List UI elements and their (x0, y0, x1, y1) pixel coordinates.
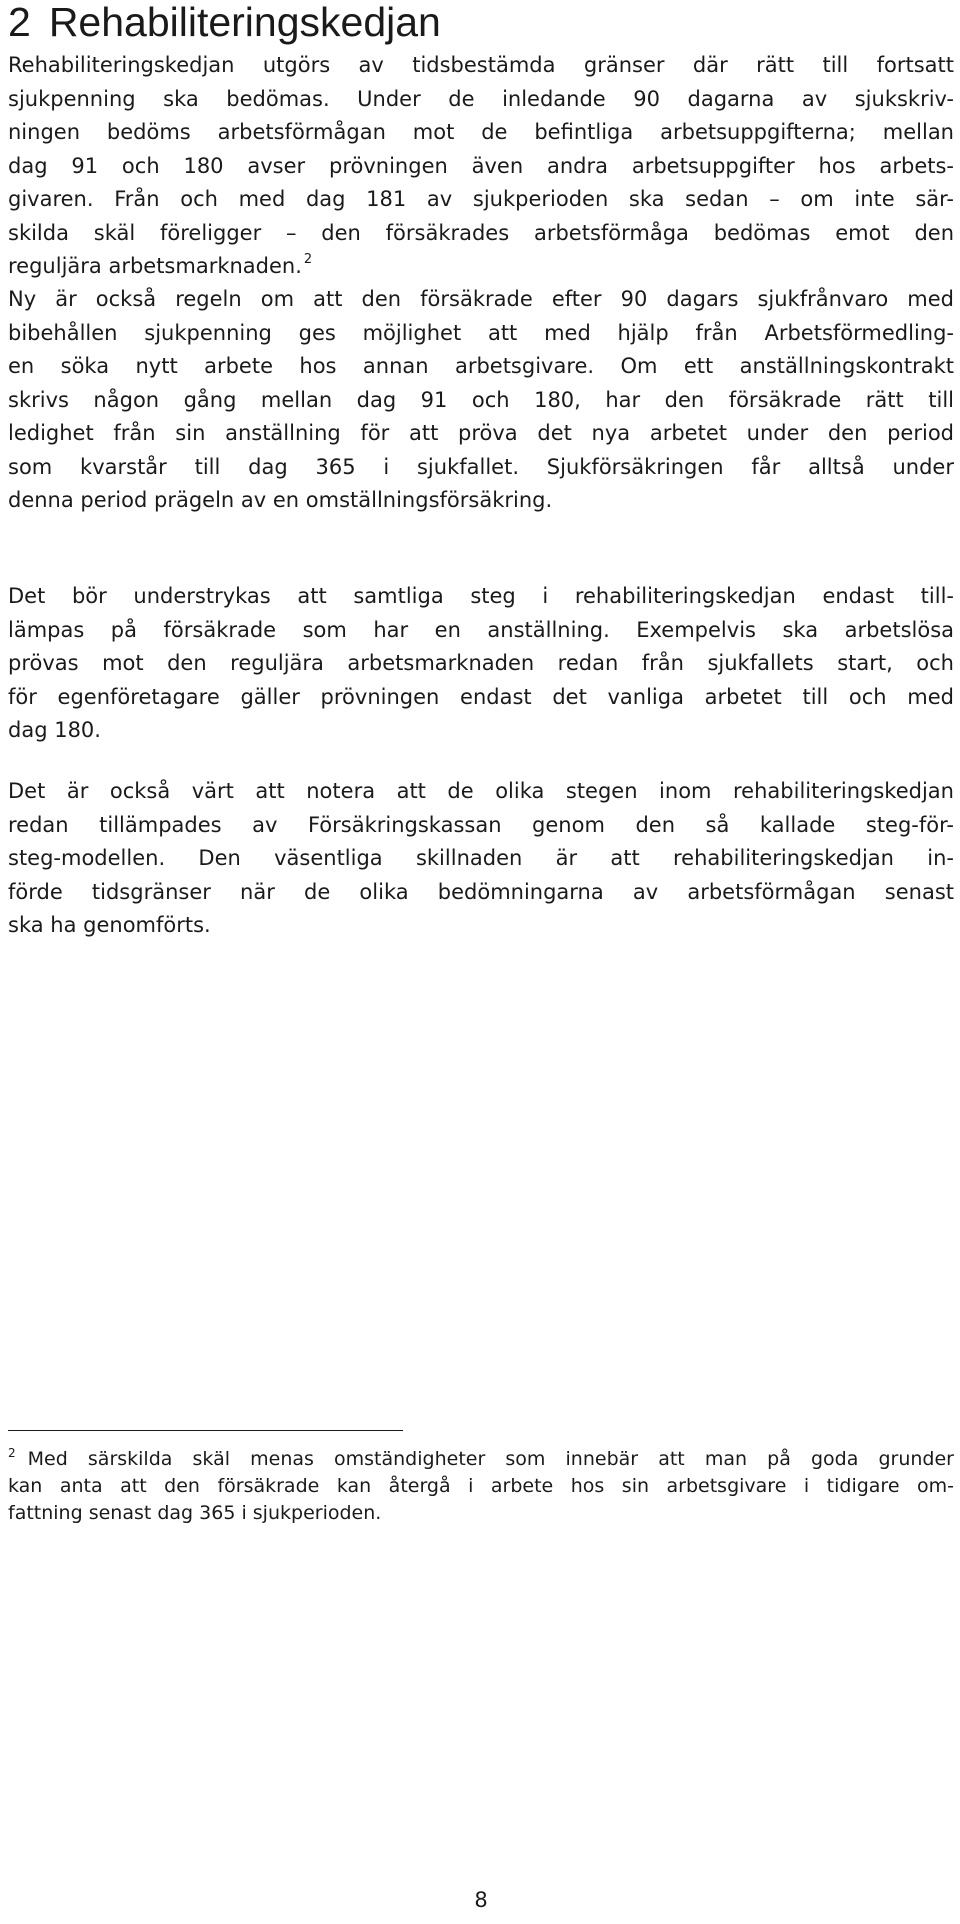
text-line: skilda skäl föreligger – den försäkrades arbetsförmåga bedömas emot den (8, 220, 954, 245)
footnote-reference[interactable]: 2 (303, 252, 313, 267)
text-line: sjukpenning ska bedömas. Under de inledande 90 dagarna av sjukskriv- (8, 86, 954, 111)
page-number: 8 (474, 1888, 488, 1912)
footnote (8, 1446, 954, 1527)
text-line: dag 180. (8, 718, 101, 742)
text-line: reguljära arbetsmarknaden. (8, 254, 302, 278)
footnote-line: kan anta att den försäkrade kan återgå i arbete hos sin arbetsgivare i tidigare om- (8, 1475, 954, 1497)
footnote-text: Med särskilda skäl menas omständigheter som innebär att man på goda grunder (27, 1448, 954, 1470)
footnote-separator (8, 1430, 403, 1431)
text-line: givaren. Från och med dag 181 av sjukperioden ska sedan – om inte sär- (8, 187, 954, 211)
text-line: denna period prägeln av en omställningsförsäkring. (8, 488, 553, 512)
text-line: Rehabiliteringskedjan utgörs av tidsbestämda gränser där rätt till fortsatt (8, 53, 954, 77)
text-line: Ny är också regeln om att den försäkrade efter 90 dagars sjukfrånvaro med (8, 287, 954, 311)
text-line: skrivs någon gång mellan dag 91 och 180, har den försäkrade rätt till (8, 387, 954, 412)
footnote-line: fattning senast dag 365 i sjukperioden. (8, 1502, 382, 1524)
text-line: förde tidsgränser när de olika bedömningarna av arbetsförmågan senast (8, 879, 954, 904)
section-title: Rehabiliteringskedjan (48, 0, 441, 45)
body-paragraph-4 (8, 775, 954, 943)
text-line-last (8, 250, 954, 284)
text-line: för egenföretagare gäller prövningen endast det vanliga arbetet till och med (8, 684, 954, 709)
text-line: Det bör understrykas att samtliga steg i rehabiliteringskedjan endast till- (8, 584, 954, 608)
body-paragraph-1 (8, 49, 954, 284)
text-line: ningen bedöms arbetsförmågan mot de befintliga arbetsuppgifterna; mellan (8, 120, 954, 144)
text-line: en söka nytt arbete hos annan arbetsgivare. Om ett anställningskontrakt (8, 354, 954, 378)
footnote-line (8, 1446, 954, 1473)
text-line: steg-modellen. Den väsentliga skillnaden är att rehabiliteringskedjan in- (8, 846, 954, 870)
text-line: som kvarstår till dag 365 i sjukfallet. Sjukförsäkringen får alltså under (8, 454, 954, 479)
text-line: prövas mot den reguljära arbetsmarknaden redan från sjukfallets start, och (8, 651, 954, 675)
footnote-marker: 2 (8, 1446, 16, 1460)
section-number: 2 (8, 0, 31, 45)
text-line: redan tillämpades av Försäkringskassan genom den så kallade steg-för- (8, 812, 954, 837)
text-line: ska ha genomförts. (8, 913, 211, 937)
text-line: ledighet från sin anställning för att pröva det nya arbetet under den period (8, 421, 954, 445)
section-heading (8, 0, 441, 44)
text-line: dag 91 och 180 avser prövningen även andra arbetsuppgifter hos arbets- (8, 153, 954, 178)
body-paragraph-3 (8, 580, 954, 748)
text-line: bibehållen sjukpenning ges möjlighet att med hjälp från Arbetsförmedling- (8, 320, 954, 345)
text-line: lämpas på försäkrade som har en anställning. Exempelvis ska arbetslösa (8, 617, 954, 642)
text-line: Det är också värt att notera att de olika stegen inom rehabiliteringskedjan (8, 779, 954, 803)
body-paragraph-2 (8, 283, 954, 518)
